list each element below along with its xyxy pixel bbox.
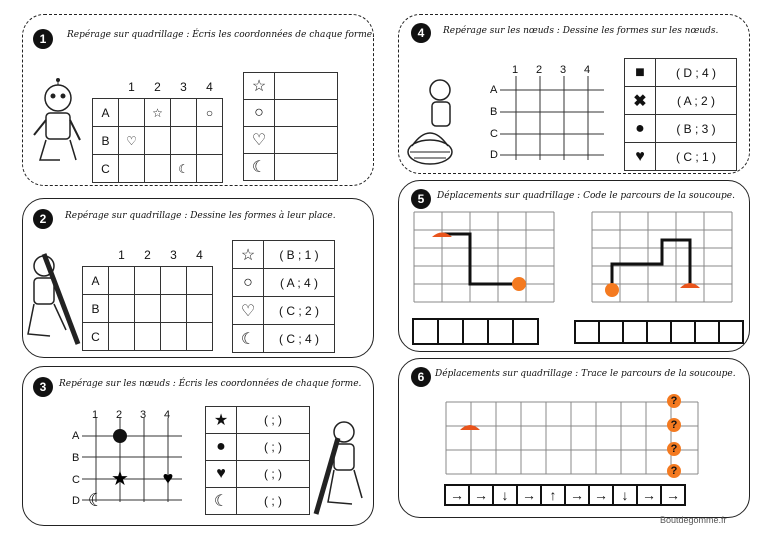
- grid-cell[interactable]: [135, 323, 161, 351]
- exercise-4-node-grid[interactable]: [500, 76, 604, 160]
- col-label: 1: [128, 80, 135, 94]
- filled-moon-icon: ☾: [206, 488, 237, 515]
- row-label: A: [83, 267, 109, 295]
- col-label: 2: [154, 80, 161, 94]
- exercise-3-title: Repérage sur les nœuds : Écris les coordonnées de chaque forme.: [59, 379, 362, 389]
- answer-cell[interactable]: [275, 127, 338, 154]
- filled-circle-icon: ●: [625, 115, 656, 143]
- robot-with-basket-illustration: [406, 76, 466, 166]
- exercise-3-number: 3: [33, 377, 53, 397]
- exercise-5-grid-right: [592, 212, 732, 302]
- filled-moon-icon: ☾: [87, 490, 105, 510]
- row-label: C: [490, 128, 498, 140]
- col-label: 4: [584, 64, 591, 76]
- arrow-up-icon: ↑: [540, 484, 566, 506]
- exercise-1-number: 1: [33, 29, 53, 49]
- col-label: 2: [536, 64, 543, 76]
- circle-icon: ○: [197, 99, 223, 127]
- arrow-right-icon: →: [660, 484, 686, 506]
- heart-icon: ♡: [233, 297, 264, 325]
- heart-icon: ♡: [244, 127, 275, 154]
- exercise-5-number: 5: [411, 189, 431, 209]
- col-label: 3: [170, 248, 177, 262]
- col-label: 3: [560, 64, 567, 76]
- star-icon: ☆: [145, 99, 171, 127]
- exercise-5-grid-left: [414, 212, 554, 302]
- col-label: 1: [512, 64, 519, 76]
- exercise-3-node-grid: [82, 418, 182, 510]
- grid-cell[interactable]: [135, 295, 161, 323]
- grid-cell[interactable]: [161, 267, 187, 295]
- filled-heart-icon: ♥: [625, 143, 656, 171]
- filled-circle-icon: [113, 429, 127, 443]
- arrow-right-icon: →: [444, 484, 470, 506]
- row-label: C: [93, 155, 119, 183]
- col-label: 4: [196, 248, 203, 262]
- blank-coords[interactable]: ( ; ): [237, 488, 310, 515]
- blank-coords[interactable]: ( ; ): [237, 434, 310, 461]
- row-label: D: [490, 149, 498, 161]
- exercise-5-title: Déplacements sur quadrillage : Code le parcours de la soucoupe.: [437, 191, 735, 201]
- row-label: C: [83, 323, 109, 351]
- row-label: B: [83, 295, 109, 323]
- filled-star-icon: ★: [206, 407, 237, 434]
- filled-circle-icon: ●: [206, 434, 237, 461]
- exercise-1-answer-table: [243, 72, 338, 181]
- circle-icon: ○: [233, 269, 264, 297]
- exercise-6-grid[interactable]: [446, 402, 698, 474]
- row-label: B: [490, 106, 498, 118]
- exercise-4-title: Repérage sur les nœuds : Dessine les formes sur les nœuds.: [443, 26, 719, 36]
- exercise-4-coords-table: [624, 58, 737, 171]
- cross-icon: ✖: [625, 87, 656, 115]
- site-credit: Boutdegomme.fr: [660, 515, 727, 525]
- exercise-6-title: Déplacements sur quadrillage : Trace le parcours de la soucoupe.: [435, 369, 736, 379]
- coord-label: ( B ; 1 ): [264, 241, 335, 269]
- grid-cell[interactable]: [109, 267, 135, 295]
- row-label: A: [490, 84, 498, 96]
- row-label: D: [72, 495, 80, 507]
- grid-cell[interactable]: [187, 323, 213, 351]
- coord-label: ( D ; 4 ): [656, 59, 737, 87]
- grid-cell[interactable]: [109, 295, 135, 323]
- col-label: 3: [140, 409, 147, 421]
- col-label: 2: [144, 248, 151, 262]
- question-marker: ?: [667, 464, 681, 478]
- col-label: 4: [164, 409, 171, 421]
- moon-icon: ☾: [233, 325, 264, 353]
- circle-icon: ○: [244, 100, 275, 127]
- exercise-2-title: Repérage sur quadrillage : Dessine les formes à leur place.: [65, 211, 336, 221]
- coord-label: ( C ; 4 ): [264, 325, 335, 353]
- row-label: C: [72, 474, 80, 486]
- question-marker: ?: [667, 442, 681, 456]
- coord-label: ( A ; 4 ): [264, 269, 335, 297]
- star-icon: ☆: [244, 73, 275, 100]
- coord-label: ( A ; 2 ): [656, 87, 737, 115]
- exercise-2-grid: [82, 244, 213, 351]
- filled-square-icon: ■: [625, 59, 656, 87]
- coord-label: ( C ; 1 ): [656, 143, 737, 171]
- exercise-2-number: 2: [33, 209, 53, 229]
- path-line: [442, 234, 519, 284]
- arrow-right-icon: →: [468, 484, 494, 506]
- col-label: 4: [206, 80, 213, 94]
- moon-icon: ☾: [244, 154, 275, 181]
- arrow-right-icon: →: [516, 484, 542, 506]
- col-label: 1: [92, 409, 99, 421]
- answer-cell[interactable]: [275, 73, 338, 100]
- col-label: 2: [116, 409, 123, 421]
- target-dot-icon: [512, 277, 526, 291]
- grid-cell[interactable]: [135, 267, 161, 295]
- question-marker: ?: [667, 394, 681, 408]
- filled-star-icon: ★: [111, 468, 129, 490]
- filled-heart-icon: ♥: [162, 468, 174, 488]
- exercise-6-number: 6: [411, 367, 431, 387]
- grid-cell[interactable]: [187, 267, 213, 295]
- exercise-1-grid: [92, 76, 223, 183]
- arrow-right-icon: →: [636, 484, 662, 506]
- coord-label: ( B ; 3 ): [656, 115, 737, 143]
- exercise-5-code-boxes-left[interactable]: [412, 318, 537, 345]
- row-label: B: [93, 127, 119, 155]
- grid-cell[interactable]: [187, 295, 213, 323]
- exercise-1-title: Repérage sur quadrillage : Écris les coordonnées de chaque forme.: [67, 30, 375, 40]
- arrow-right-icon: →: [564, 484, 590, 506]
- grid-cell[interactable]: [161, 295, 187, 323]
- robot-with-pencil-illustration: [308, 418, 368, 518]
- robot-illustration: [30, 80, 90, 170]
- exercise-5-code-boxes-right[interactable]: [574, 320, 742, 344]
- grid-cell[interactable]: [109, 323, 135, 351]
- row-label: B: [72, 452, 80, 464]
- robot-with-pencil-illustration: [26, 252, 86, 352]
- moon-icon: ☾: [171, 155, 197, 183]
- row-label: A: [93, 99, 119, 127]
- row-label: A: [72, 430, 80, 442]
- arrow-down-icon: ↓: [492, 484, 518, 506]
- blank-coords[interactable]: ( ; ): [237, 407, 310, 434]
- coord-label: ( C ; 2 ): [264, 297, 335, 325]
- grid-cell[interactable]: [161, 323, 187, 351]
- blank-coords[interactable]: ( ; ): [237, 461, 310, 488]
- exercise-3-answer-table: [205, 406, 310, 515]
- arrow-down-icon: ↓: [612, 484, 638, 506]
- answer-cell[interactable]: [275, 100, 338, 127]
- star-icon: ☆: [233, 241, 264, 269]
- question-marker: ?: [667, 418, 681, 432]
- exercise-6-arrow-code: [444, 484, 684, 506]
- answer-cell[interactable]: [275, 154, 338, 181]
- start-dot-icon: [605, 283, 619, 297]
- exercise-2-coords-table: [232, 240, 335, 353]
- arrow-right-icon: →: [588, 484, 614, 506]
- exercise-4-number: 4: [411, 23, 431, 43]
- filled-heart-icon: ♥: [206, 461, 237, 488]
- col-label: 1: [118, 248, 125, 262]
- col-label: 3: [180, 80, 187, 94]
- heart-icon: ♡: [119, 127, 145, 155]
